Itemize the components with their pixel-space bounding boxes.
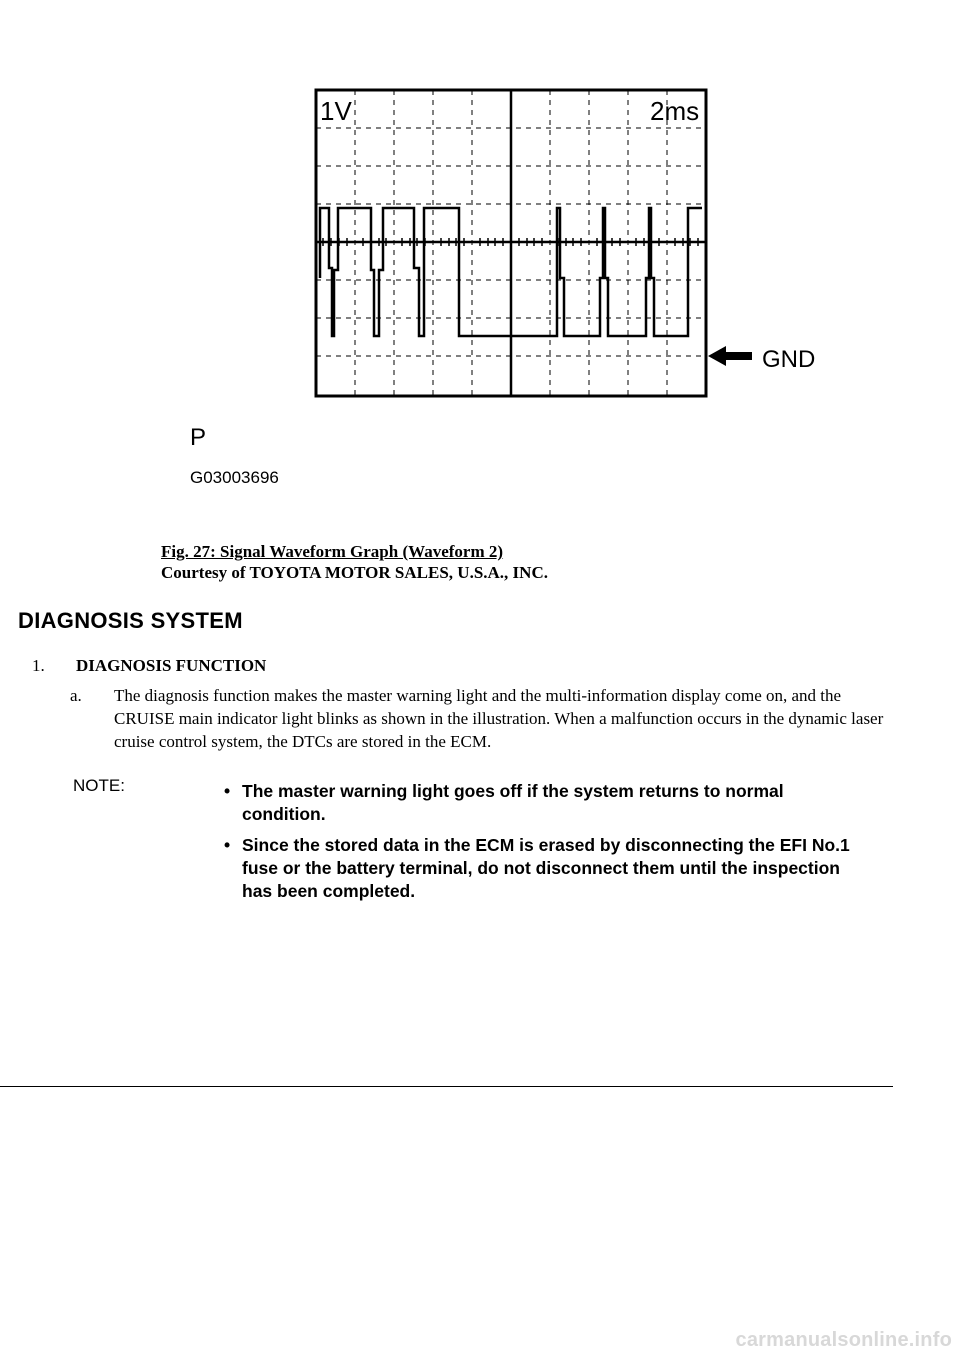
step-number: 1. (32, 656, 45, 675)
gnd-label: GND (762, 346, 816, 373)
figure-caption-title: Fig. 27: Signal Waveform Graph (Waveform 2) (161, 542, 504, 561)
note-label: NOTE: (73, 776, 125, 795)
footer (0, 1320, 960, 1358)
sub-item-marker: a. (70, 686, 82, 705)
figure-caption-credit: Courtesy of TOYOTA MOTOR SALES, U.S.A., INC. (161, 563, 548, 582)
bullet-icon: • (224, 835, 231, 855)
scope-center-axes (316, 90, 706, 396)
note-item (218, 834, 868, 903)
scope-time-label: 2ms (650, 96, 700, 126)
note-item-text: Since the stored data in the ECM is erased by disconnecting the EFI No.1 fuse or the battery terminal, do not disconnect them until the inspection has been completed. (242, 835, 850, 901)
note-list (218, 780, 868, 911)
step-item (32, 656, 266, 676)
sub-item (70, 684, 890, 753)
gnd-arrow-icon (708, 346, 752, 366)
footer-watermark[interactable]: carmanualsonline.info (735, 1329, 952, 1351)
section-heading: DIAGNOSIS SYSTEM (18, 608, 243, 633)
note-item (218, 780, 868, 826)
note-item-text: The master warning light goes off if the system returns to normal condition. (242, 781, 784, 824)
waveform-figure (180, 78, 840, 498)
scope-volts-label: 1V (320, 96, 352, 126)
step-title: DIAGNOSIS FUNCTION (76, 656, 267, 675)
figure-code: G03003696 (190, 468, 279, 487)
page-divider (0, 1086, 893, 1087)
terminal-label: P (190, 424, 207, 451)
bullet-icon: • (224, 781, 231, 801)
sub-item-text: The diagnosis function makes the master warning light and the multi-information display come on, and the CRUISE main indicator light blinks as shown in the illustration. When a malfunction occurs in the dynamic laser cruise control system, the DTCs are stored in the ECM. (114, 686, 884, 751)
